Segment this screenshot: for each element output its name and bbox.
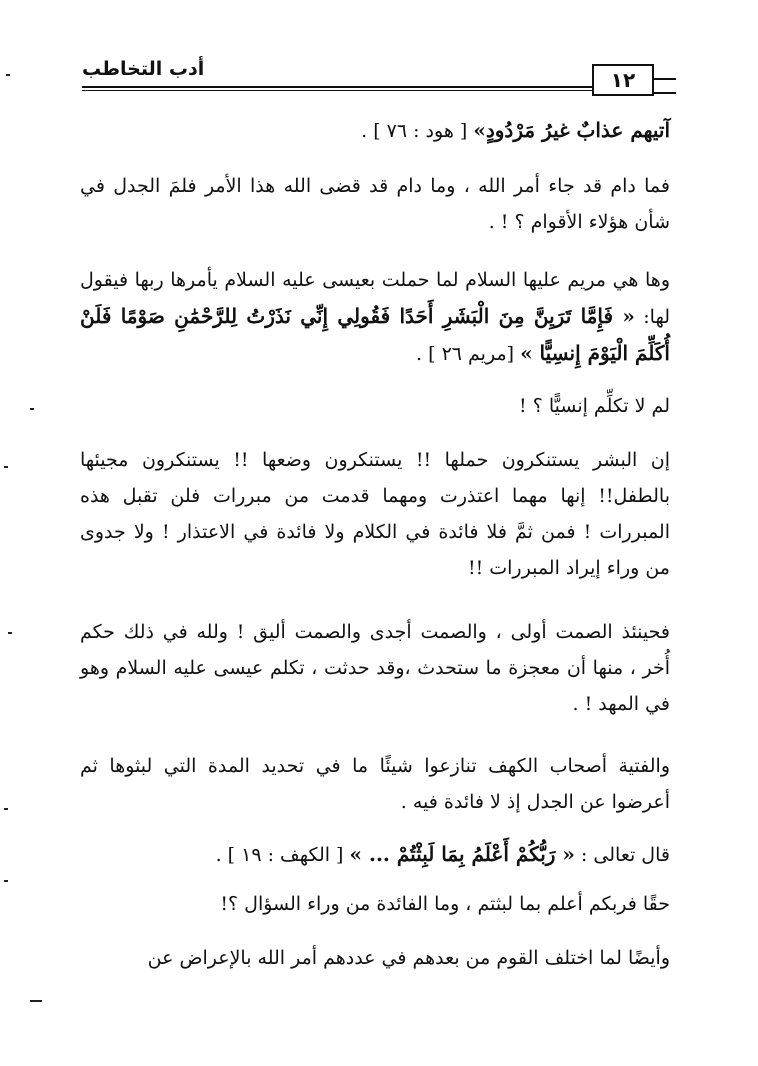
scan-speck	[8, 632, 12, 634]
scan-speck	[6, 74, 10, 76]
paragraph: فحينئذ الصمت أولى ، والصمت أجدى والصمت أليق ! ولله في ذلك حكم أُخر ، منها أن معجزة ما ستحدث ،وقد حدثت ، تكلم عيسى عليه السلام وهو في المهد ! .	[80, 621, 670, 715]
paragraph: حقًا فربكم أعلم بما لبثتم ، وما الفائدة من وراء السؤال ؟!	[220, 893, 670, 915]
quran-verse: آتيهم عذابٌ غيرُ مَرْدُودٍ»	[473, 118, 670, 142]
scan-speck	[30, 408, 34, 410]
paragraph: إن البشر يستنكرون حملها !! يستنكرون وضعها !! يستنكرون مجيئها بالطفل!! إنها مهما اعتذرت ومهما قدمت من مبررات فلن تقبل هذه المبررات ! فمن ثمَّ فلا فائدة في الكلام ولا فائدة في الاعتذار ! ولا جدوى من وراء إيراد المبررات !!	[80, 449, 670, 579]
verse-reference: [مريم ٢٦ ] .	[416, 343, 521, 365]
quran-verse: « رَبُّكُمْ أَعْلَمُ بِمَا لَبِثْتُمْ ... »	[349, 842, 575, 866]
paragraph: وأيضًا لما اختلف القوم من بعدهم في عددهم أمر الله بالإعراض عن	[147, 947, 670, 969]
header-rule	[82, 86, 592, 91]
paragraph: لم لا تكلِّم إنسيًّا ؟ !	[519, 395, 670, 417]
verse-reference: [ الكهف : ١٩ ] .	[215, 844, 350, 866]
paragraph: والفتية أصحاب الكهف تنازعوا شيئًا ما في تحديد المدة التي لبثوها ثم أعرضوا عن الجدل إذ لا فائدة فيه .	[80, 755, 670, 813]
paragraph-text: قال تعالى :	[574, 844, 670, 866]
paragraph	[80, 262, 670, 372]
scan-speck	[4, 808, 8, 810]
paragraph-text: وها هي مريم عليها السلام لما حملت بعيسى عليه السلام يأمرها ربها فيقول لها:	[80, 269, 671, 328]
scan-speck	[4, 880, 8, 882]
scan-speck	[30, 1000, 42, 1002]
header-ornament	[652, 78, 676, 94]
paragraph: فما دام قد جاء أمر الله ، وما دام قد قضى الله هذا الأمر فلمَ الجدل في شأن هؤلاء الأقوام ؟ ! .	[80, 175, 670, 233]
quran-verse: « فَإِمَّا تَرَيِنَّ مِنَ الْبَشَرِ أَحَدًا فَقُولِي إِنِّي نَذَرْتُ لِلرَّحْمَٰنِ صَوْمًا فَلَنْ أُكَلِّمَ الْيَوْمَ إِنسِيًّا »	[80, 304, 670, 365]
paragraph	[80, 836, 670, 873]
scan-speck	[4, 466, 8, 468]
verse-line	[80, 112, 670, 149]
book-title: أدب التخاطب	[82, 58, 205, 80]
page-header	[82, 56, 682, 96]
verse-reference: [ هود : ٧٦ ] .	[361, 120, 474, 142]
page-number: ١٢	[592, 64, 654, 96]
